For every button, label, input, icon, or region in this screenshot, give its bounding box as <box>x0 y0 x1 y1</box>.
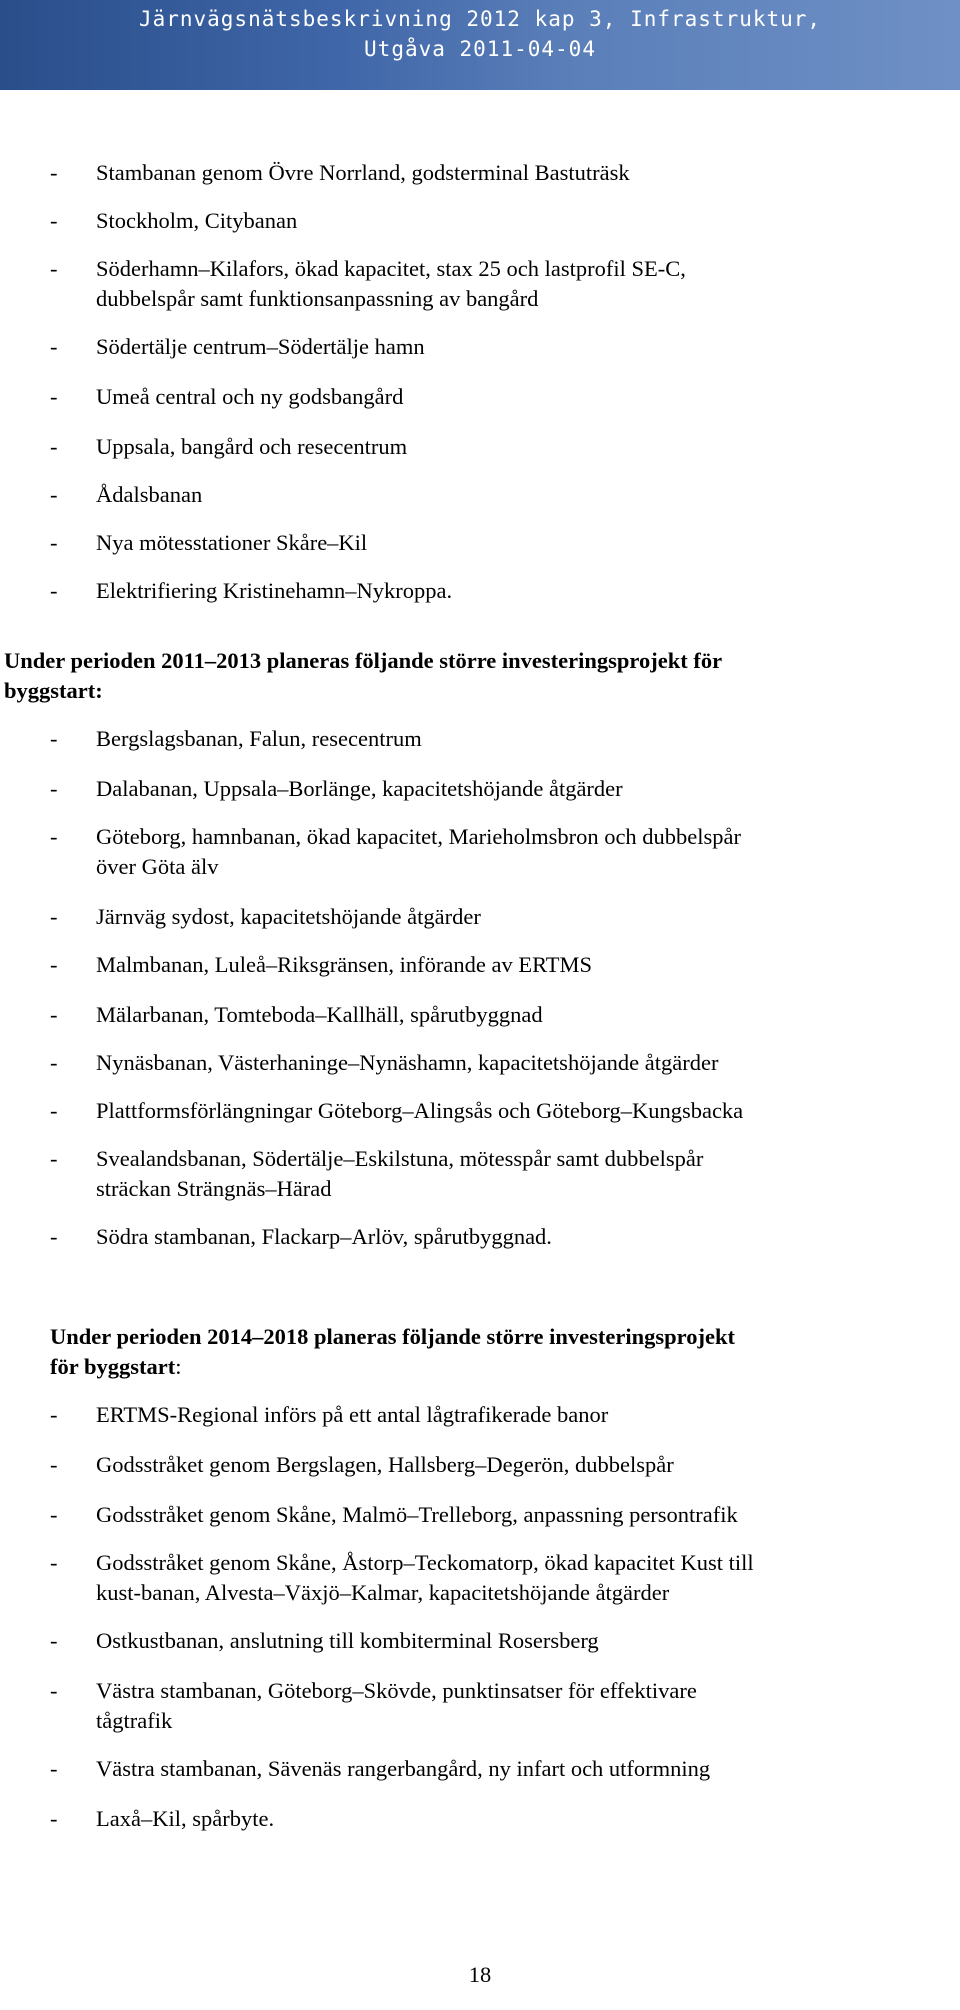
list-item <box>50 254 930 314</box>
list-item-text: Nynäsbanan, Västerhaninge–Nynäshamn, kapacitetshöjande åtgärder <box>96 1050 719 1075</box>
list-item-text: Stockholm, Citybanan <box>96 208 298 233</box>
list-item <box>50 724 930 754</box>
list-dash: - <box>50 904 58 929</box>
list-item <box>50 774 930 804</box>
list-item-text: Nya mötesstationer Skåre–Kil <box>96 530 368 555</box>
list-dash: - <box>50 160 58 185</box>
list-item-text: Järnväg sydost, kapacitetshöjande åtgärder <box>96 904 481 929</box>
list-item-text: Uppsala, bangård och resecentrum <box>96 434 408 459</box>
list-item <box>50 206 930 236</box>
document-header <box>0 0 960 90</box>
list-dash: - <box>50 776 58 801</box>
header-edition: Utgåva 2011-04-04 <box>364 37 596 61</box>
list-item <box>50 1676 930 1736</box>
section-heading <box>4 646 944 706</box>
list-dash: - <box>50 824 58 849</box>
list-item-text: Ostkustbanan, anslutning till kombiterminal Rosersberg <box>96 1628 599 1653</box>
list-item <box>50 576 930 606</box>
list-item-text: Västra stambanan, Göteborg–Skövde, punktinsatser för effektivare tågtrafik <box>96 1678 697 1733</box>
list-item <box>50 902 930 932</box>
list-dash: - <box>50 1224 58 1249</box>
list-item <box>50 432 930 462</box>
list-dash: - <box>50 1756 58 1781</box>
list-item-text: Stambanan genom Övre Norrland, godsterminal Bastuträsk <box>96 160 630 185</box>
list-item <box>50 1222 930 1252</box>
list-item <box>50 950 930 980</box>
list-dash: - <box>50 1550 58 1575</box>
list-item <box>50 822 930 882</box>
list-item <box>50 158 930 188</box>
list-item <box>50 1144 930 1204</box>
page-number: 18 <box>468 1962 492 1987</box>
list-dash: - <box>50 1628 58 1653</box>
list-item <box>50 332 930 362</box>
list-item <box>50 1754 930 1784</box>
list-item <box>50 528 930 558</box>
list-dash: - <box>50 434 58 459</box>
list-item <box>50 1804 930 1834</box>
list-item <box>50 382 930 412</box>
list-item-text: Godsstråket genom Skåne, Åstorp–Teckomatorp, ökad kapacitet Kust till kust-banan, Alvesta–Växjö–Kalmar, kapacitetshöjande åtgärder <box>96 1550 754 1605</box>
list-dash: - <box>50 1502 58 1527</box>
header-title: Järnvägsnätsbeskrivning 2012 kap 3, Infrastruktur, <box>138 7 822 31</box>
list-item-text: Laxå–Kil, spårbyte. <box>96 1806 275 1831</box>
list-dash: - <box>50 334 58 359</box>
list-dash: - <box>50 256 58 281</box>
list-dash: - <box>50 1452 58 1477</box>
section-heading-suffix: : <box>175 1354 182 1379</box>
list-item <box>50 1500 930 1530</box>
list-dash: - <box>50 726 58 751</box>
list-dash: - <box>50 530 58 555</box>
list-item-text: Ådalsbanan <box>96 482 203 507</box>
list-dash: - <box>50 1402 58 1427</box>
list-item <box>50 1048 930 1078</box>
list-item-text: Bergslagsbanan, Falun, resecentrum <box>96 726 422 751</box>
list-item <box>50 1450 930 1480</box>
list-item-text: Mälarbanan, Tomteboda–Kallhäll, spårutbyggnad <box>96 1002 543 1027</box>
list-dash: - <box>50 1050 58 1075</box>
list-item-text: Godsstråket genom Bergslagen, Hallsberg–Degerön, dubbelspår <box>96 1452 674 1477</box>
list-item <box>50 1400 930 1430</box>
list-item-text: Dalabanan, Uppsala–Borlänge, kapacitetshöjande åtgärder <box>96 776 623 801</box>
list-item <box>50 1000 930 1030</box>
list-item-text: Göteborg, hamnbanan, ökad kapacitet, Marieholmsbron och dubbelspår över Göta älv <box>96 824 742 879</box>
section-heading-text: Under perioden 2011–2013 planeras följande större investeringsprojekt för byggstart: <box>4 648 723 703</box>
list-item-text: Plattformsförlängningar Göteborg–Alingsås och Göteborg–Kungsbacka <box>96 1098 744 1123</box>
list-item <box>50 1626 930 1656</box>
list-dash: - <box>50 482 58 507</box>
list-dash: - <box>50 208 58 233</box>
list-item-text: ERTMS-Regional införs på ett antal lågtrafikerade banor <box>96 1402 609 1427</box>
list-dash: - <box>50 1098 58 1123</box>
list-item-text: Umeå central och ny godsbangård <box>96 384 404 409</box>
list-item-text: Västra stambanan, Sävenäs rangerbangård, ny infart och utformning <box>96 1756 711 1781</box>
list-dash: - <box>50 1678 58 1703</box>
list-item-text: Godsstråket genom Skåne, Malmö–Trelleborg, anpassning persontrafik <box>96 1502 738 1527</box>
list-item-text: Södra stambanan, Flackarp–Arlöv, spårutbyggnad. <box>96 1224 552 1249</box>
list-item-text: Svealandsbanan, Södertälje–Eskilstuna, mötesspår samt dubbelspår sträckan Strängnäs–Härad <box>96 1146 704 1201</box>
list-dash: - <box>50 952 58 977</box>
list-item-text: Malmbanan, Luleå–Riksgränsen, införande av ERTMS <box>96 952 593 977</box>
list-dash: - <box>50 1002 58 1027</box>
section-heading <box>50 1322 930 1382</box>
list-item-text: Elektrifiering Kristinehamn–Nykroppa. <box>96 578 453 603</box>
list-dash: - <box>50 578 58 603</box>
list-item <box>50 480 930 510</box>
list-item <box>50 1096 930 1126</box>
list-dash: - <box>50 384 58 409</box>
list-item <box>50 1548 930 1608</box>
list-dash: - <box>50 1146 58 1171</box>
section-heading-text: Under perioden 2014–2018 planeras följande större investeringsprojekt för byggstart <box>50 1324 735 1379</box>
list-item-text: Söderhamn–Kilafors, ökad kapacitet, stax 25 och lastprofil SE-C, dubbelspår samt funktionsanpassning av bangård <box>96 256 686 311</box>
list-item-text: Södertälje centrum–Södertälje hamn <box>96 334 425 359</box>
list-dash: - <box>50 1806 58 1831</box>
